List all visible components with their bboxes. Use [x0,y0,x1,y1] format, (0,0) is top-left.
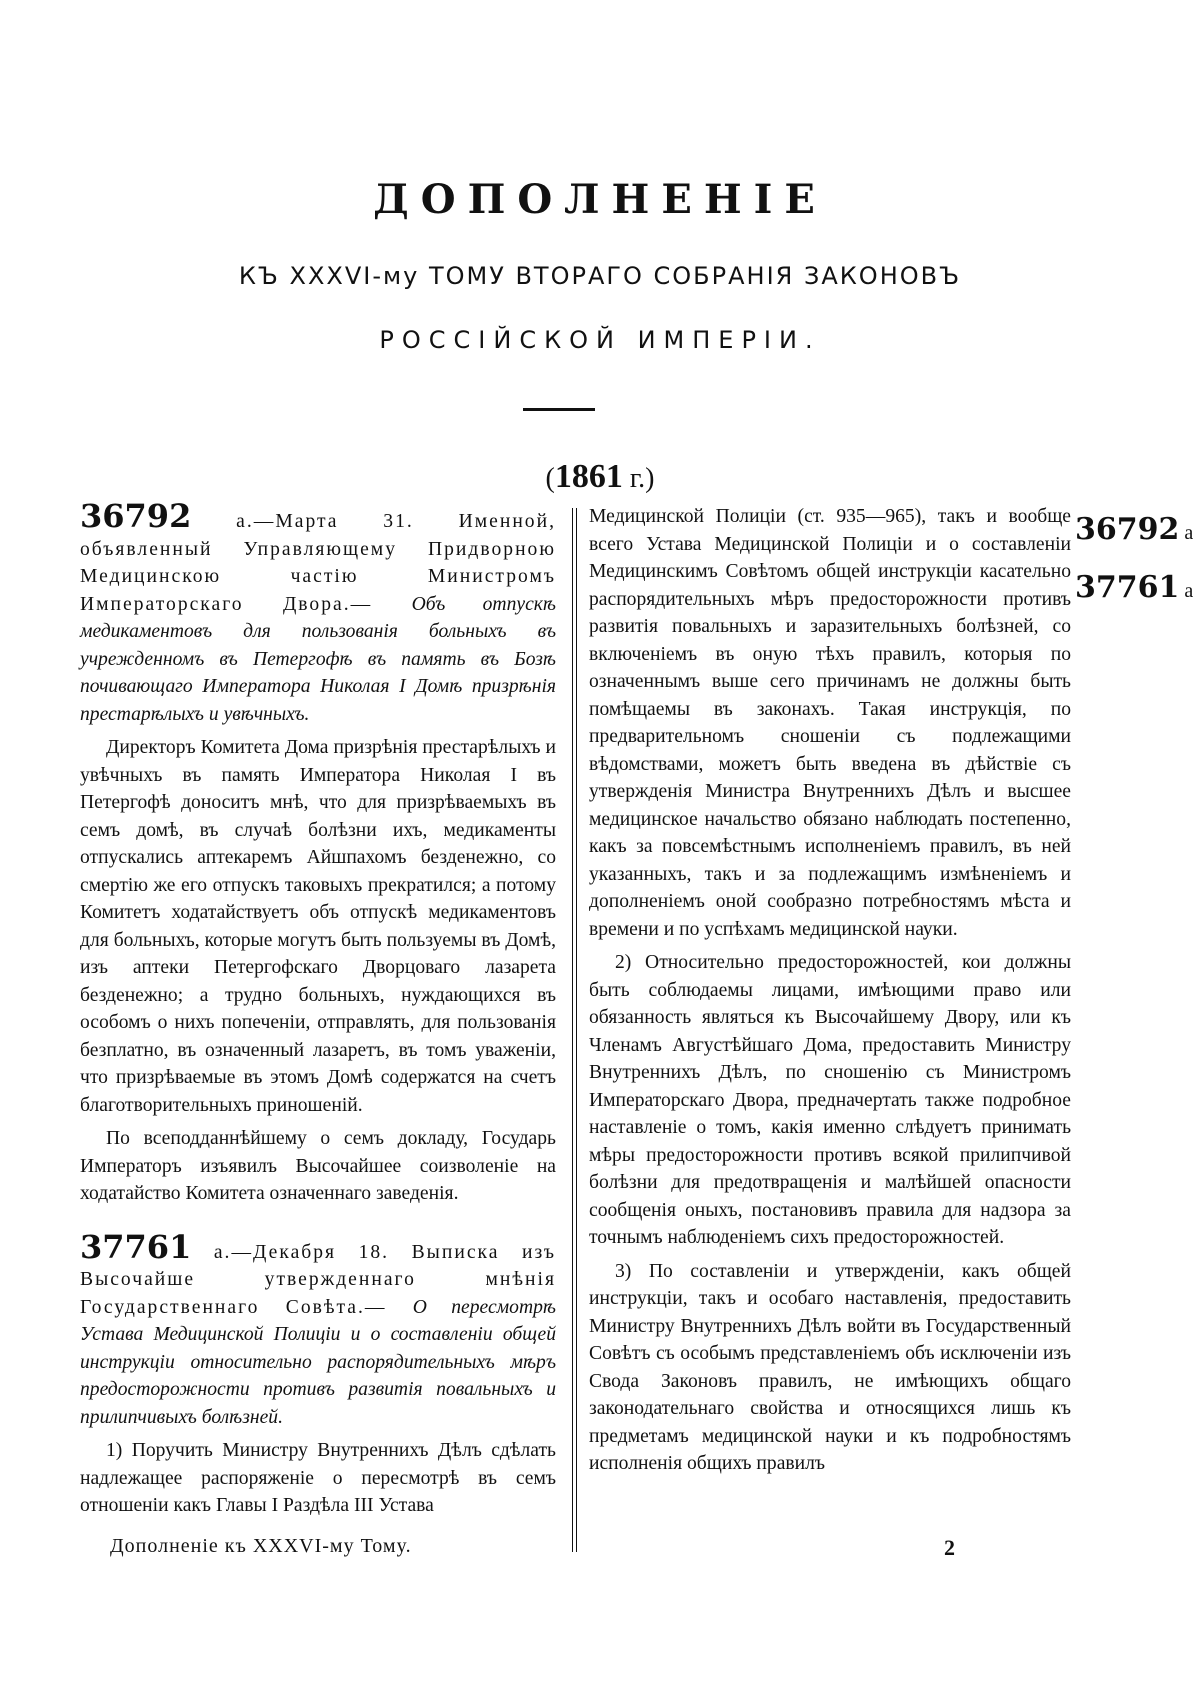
right-paragraph-3: 3) По составленіи и утвержденіи, какъ общей инструкціи, такъ и особаго наставленія, предоставить Министру Внутреннихъ Дѣлъ войти въ Государственный Совѣтъ съ особымъ представленіемъ объ исключеніи изъ Свода Законовъ правилъ, не имѣющихъ общаго законодательнаго свойства и относящихся лишь къ предметамъ медицинской науки и къ подробностямъ исполненія общихъ правилъ [589,1260,1071,1474]
entry-36792-paragraph-1: Директоръ Комитета Дома призрѣнія престарѣлыхъ и увѣчныхъ въ память Императора Николая I въ Петергофѣ доноситъ мнѣ, что для призрѣваемыхъ въ семъ домѣ, въ случаѣ болѣзни ихъ, медикаменты отпускались аптекаремъ Айшпахомъ безденежно, со смертію же его отпускъ таковыхъ прекратился; а потому Комитетъ ходатайствуетъ объ отпускѣ медикаментовъ для больныхъ, которые могутъ быть пользуемы въ Домѣ, изъ аптеки Петергофскаго Дворцоваго лазарета безденежно; а трудно больныхъ, нуждающихся въ особомъ о нихъ попеченіи, отправлять, для пользованія безплатно, въ означенный лазаретъ, въ томъ уваженіи, что призрѣваемые въ этомъ Домѣ содержатся на счетъ благотворительныхъ приношеній. [80,737,556,1116]
left-column [80,497,556,1520]
entry-number: 37761 [80,1227,192,1266]
entry-36792-paragraph-2: По всеподданнѣйшему о семъ докладу, Государь Императоръ изъявилъ Высочайшее соизволеніе на ходатайство Комитета означеннаго заведенія. [80,1128,556,1204]
year-heading: (1861 г.) [545,458,655,495]
right-column [589,503,1071,1478]
page-number: 2 [944,1535,955,1560]
right-paragraph-1: Медицинской Полиціи (ст. 935—965), такъ и вообще всего Устава Медицинской Полиціи и о составленіи Медицинскимъ Совѣтомъ общей инструкціи касательно распорядительныхъ мѣръ предосторожности противъ развитія повальныхъ и заразительныхъ болѣзней, со включеніемъ въ оную тѣхъ правилъ, которыя по означеннымъ выше сего причинамъ не должны быть помѣщаемы въ законахъ. Такая инструкція, по предварительномъ сношеніи съ подлежащими вѣдомствами, можетъ быть введена въ дѣйствіе съ утвержденія Министра Внутреннихъ Дѣлъ и высшее медицинское начальство обязано наблюдать постепенно, какъ за повсемѣстнымъ исполненіемъ правилъ, въ ней указанныхъ, такъ и за подлежащимъ измѣненіемъ и дополненіемъ оной сообразно потребностямъ мѣста и времени и по успѣхамъ медицинской науки. [589,506,1071,940]
page-title: ДОПОЛНЕНІЕ [373,176,827,223]
right-paragraph-2: 2) Относительно предосторожностей, кои должны быть соблюдаемы лицами, имѣющими право или обязанность являться къ Высочайшему Двору, или къ Членамъ Августѣйшаго Дома, предоставить Министру Внутреннихъ Дѣлъ, по сношенію съ Министромъ Императорскаго Двора, предначертать также подробное наставленіе о томъ, какія именно слѣдуетъ принимать мѣры предосторожности противъ всякой прилипчивой болѣзни для предотвращенія и малѣйшей опасности сообщенія оныхъ, постановивъ правила для надзора за точнымъ наблюденіемъ сихъ предосторожностей. [589,952,1071,1248]
entry-36792-heading: 36792 а.—Марта 31. Именной, объявленный Управляющему Придворною Медицинскою частію Министромъ Императорскаго Двора.— Объ отпускѣ медикаментовъ для пользованія больныхъ въ учрежденномъ въ Петергофѣ въ память въ Бозѣ почивающаго Императора Николая I Домѣ призрѣнія престарѣлыхъ и увѣчныхъ. [80,497,556,725]
page-subtitle: КЪ XXXVI-му ТОМУ ВТОРАГО СОБРАНІЯ ЗАКОНОВЪ [238,262,962,290]
margin-note-37761: 37761 а [1075,570,1194,605]
year-number: 1861 [554,458,623,495]
title-rule [523,408,595,411]
entry-37761-heading: 37761 а.—Декабря 18. Выписка изъ Высочайше утвержденнаго мнѣнія Государственнаго Совѣта.— О пересмотрѣ Устава Медицинской Полиціи и о составленіи общей инструкціи относительно распорядительныхъ мѣръ предосторожности противъ развитія повальныхъ и прилипчивыхъ болѣзней. [80,1227,556,1428]
entry-37761-paragraph-1: 1) Поручить Министру Внутреннихъ Дѣлъ сдѣлать надлежащее распоряженіе о пересмотрѣ въ семъ отношеніи какъ Главы I Раздѣла III Устава [80,1440,556,1516]
column-divider [572,508,577,1552]
margin-note-36792: 36792 а [1075,512,1194,547]
page-subtitle-2: РОССІЙСКОЙ ИМПЕРІИ. [379,326,821,354]
running-footer: Дополненіе къ XXXVI-му Тому. [110,1535,412,1557]
entry-number: 36792 [80,497,192,535]
